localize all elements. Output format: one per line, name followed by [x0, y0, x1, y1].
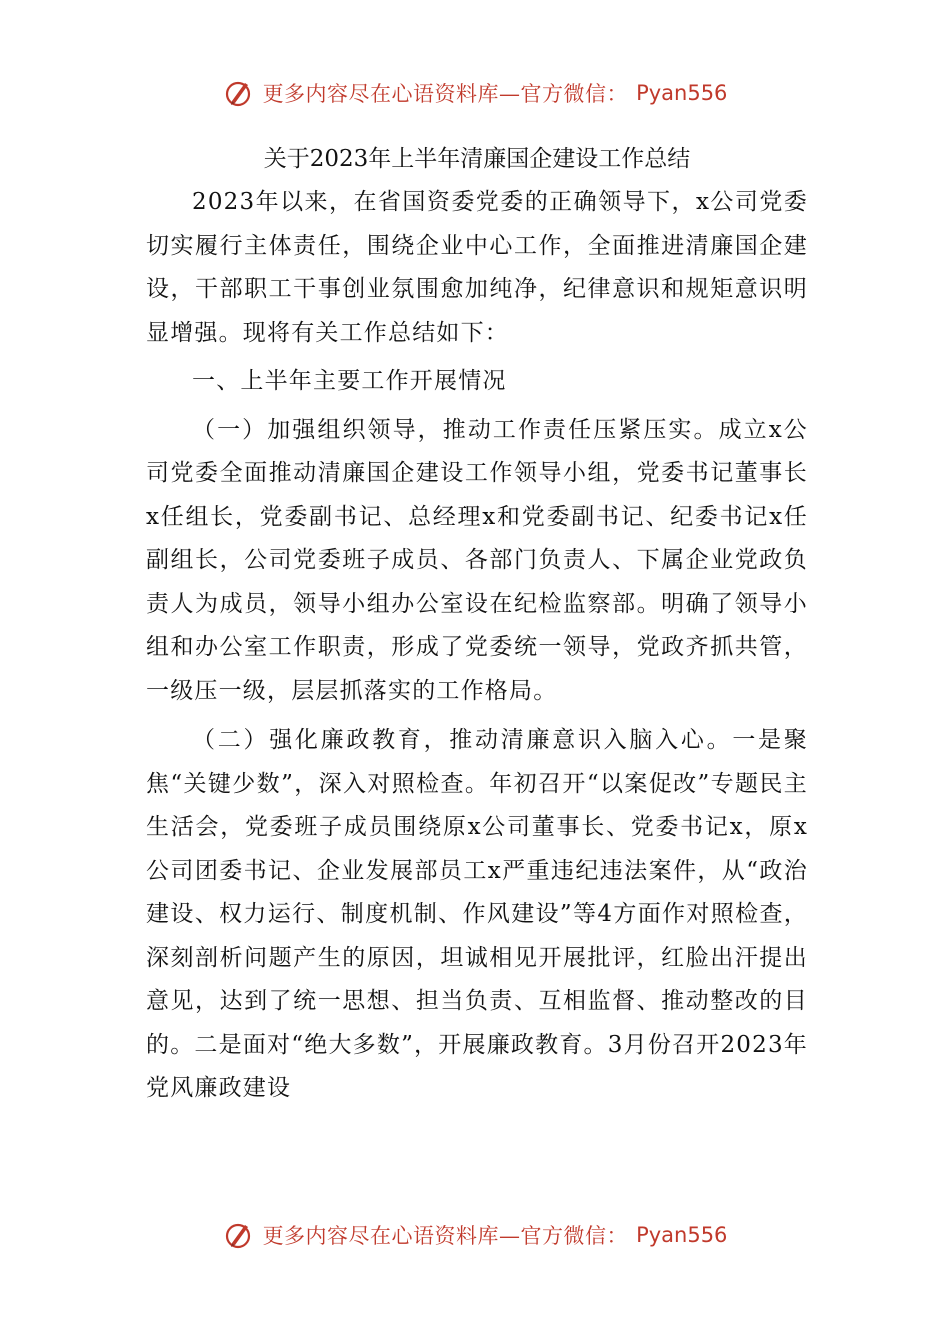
watermark-text: 更多内容尽在心语资料库—官方微信：: [262, 82, 629, 106]
section-heading: 一、上半年主要工作开展情况: [192, 368, 507, 394]
paragraph-organization: （一）加强组织领导，推动工作责任压紧压实。成立x公司党委全面推动清廉国企建设工作领导小组，党委书记董事长x任组长，党委副书记、总经理x和党委副书记、纪委书记x任副组长，公司党委班子成员、各部门负责人、下属企业党政负责人为成员，领导小组办公室设在纪检监察部。明确了领导小组和办公室工作职责，形成了党委统一领导，党政齐抓共管，一级压一级，层层抓落实的工作格局。: [146, 416, 808, 704]
watermark-header: [0, 70, 950, 116]
watermark-text: 更多内容尽在心语资料库—官方微信：: [262, 1224, 629, 1248]
watermark-wechat-id: Pyan556: [636, 81, 728, 105]
pen-circle-logo-icon: [223, 77, 255, 109]
document-title: 关于2023年上半年清廉国企建设工作总结: [263, 146, 691, 172]
watermark-footer: [0, 1212, 950, 1258]
pen-circle-logo-icon: [223, 1219, 255, 1251]
watermark-wechat-id: Pyan556: [636, 1223, 728, 1247]
document-body: [146, 137, 808, 1111]
paragraph-education: （二）强化廉政教育，推动清廉意识入脑入心。一是聚焦“关键少数”，深入对照检查。年初召开“以案促改”专题民主生活会，党委班子成员围绕原x公司董事长、党委书记x，原x公司团委书记、企业发展部员工x严重违纪违法案件，从“政治建设、权力运行、制度机制、作风建设”等4方面作对照检查，深刻剖析问题产生的原因，坦诚相见开展批评，红脸出汗提出意见，达到了统一思想、担当负责、互相监督、推动整改的目的。二是面对“绝大多数”，开展廉政教育。3月份召开2023年党风廉政建设: [146, 727, 808, 1101]
paragraph-intro: 2023年以来，在省国资委党委的正确领导下，x公司党委切实履行主体责任，围绕企业中心工作，全面推进清廉国企建设，干部职工干事创业氛围愈加纯净，纪律意识和规矩意识明显增强。现将有关工作总结如下：: [146, 189, 808, 346]
